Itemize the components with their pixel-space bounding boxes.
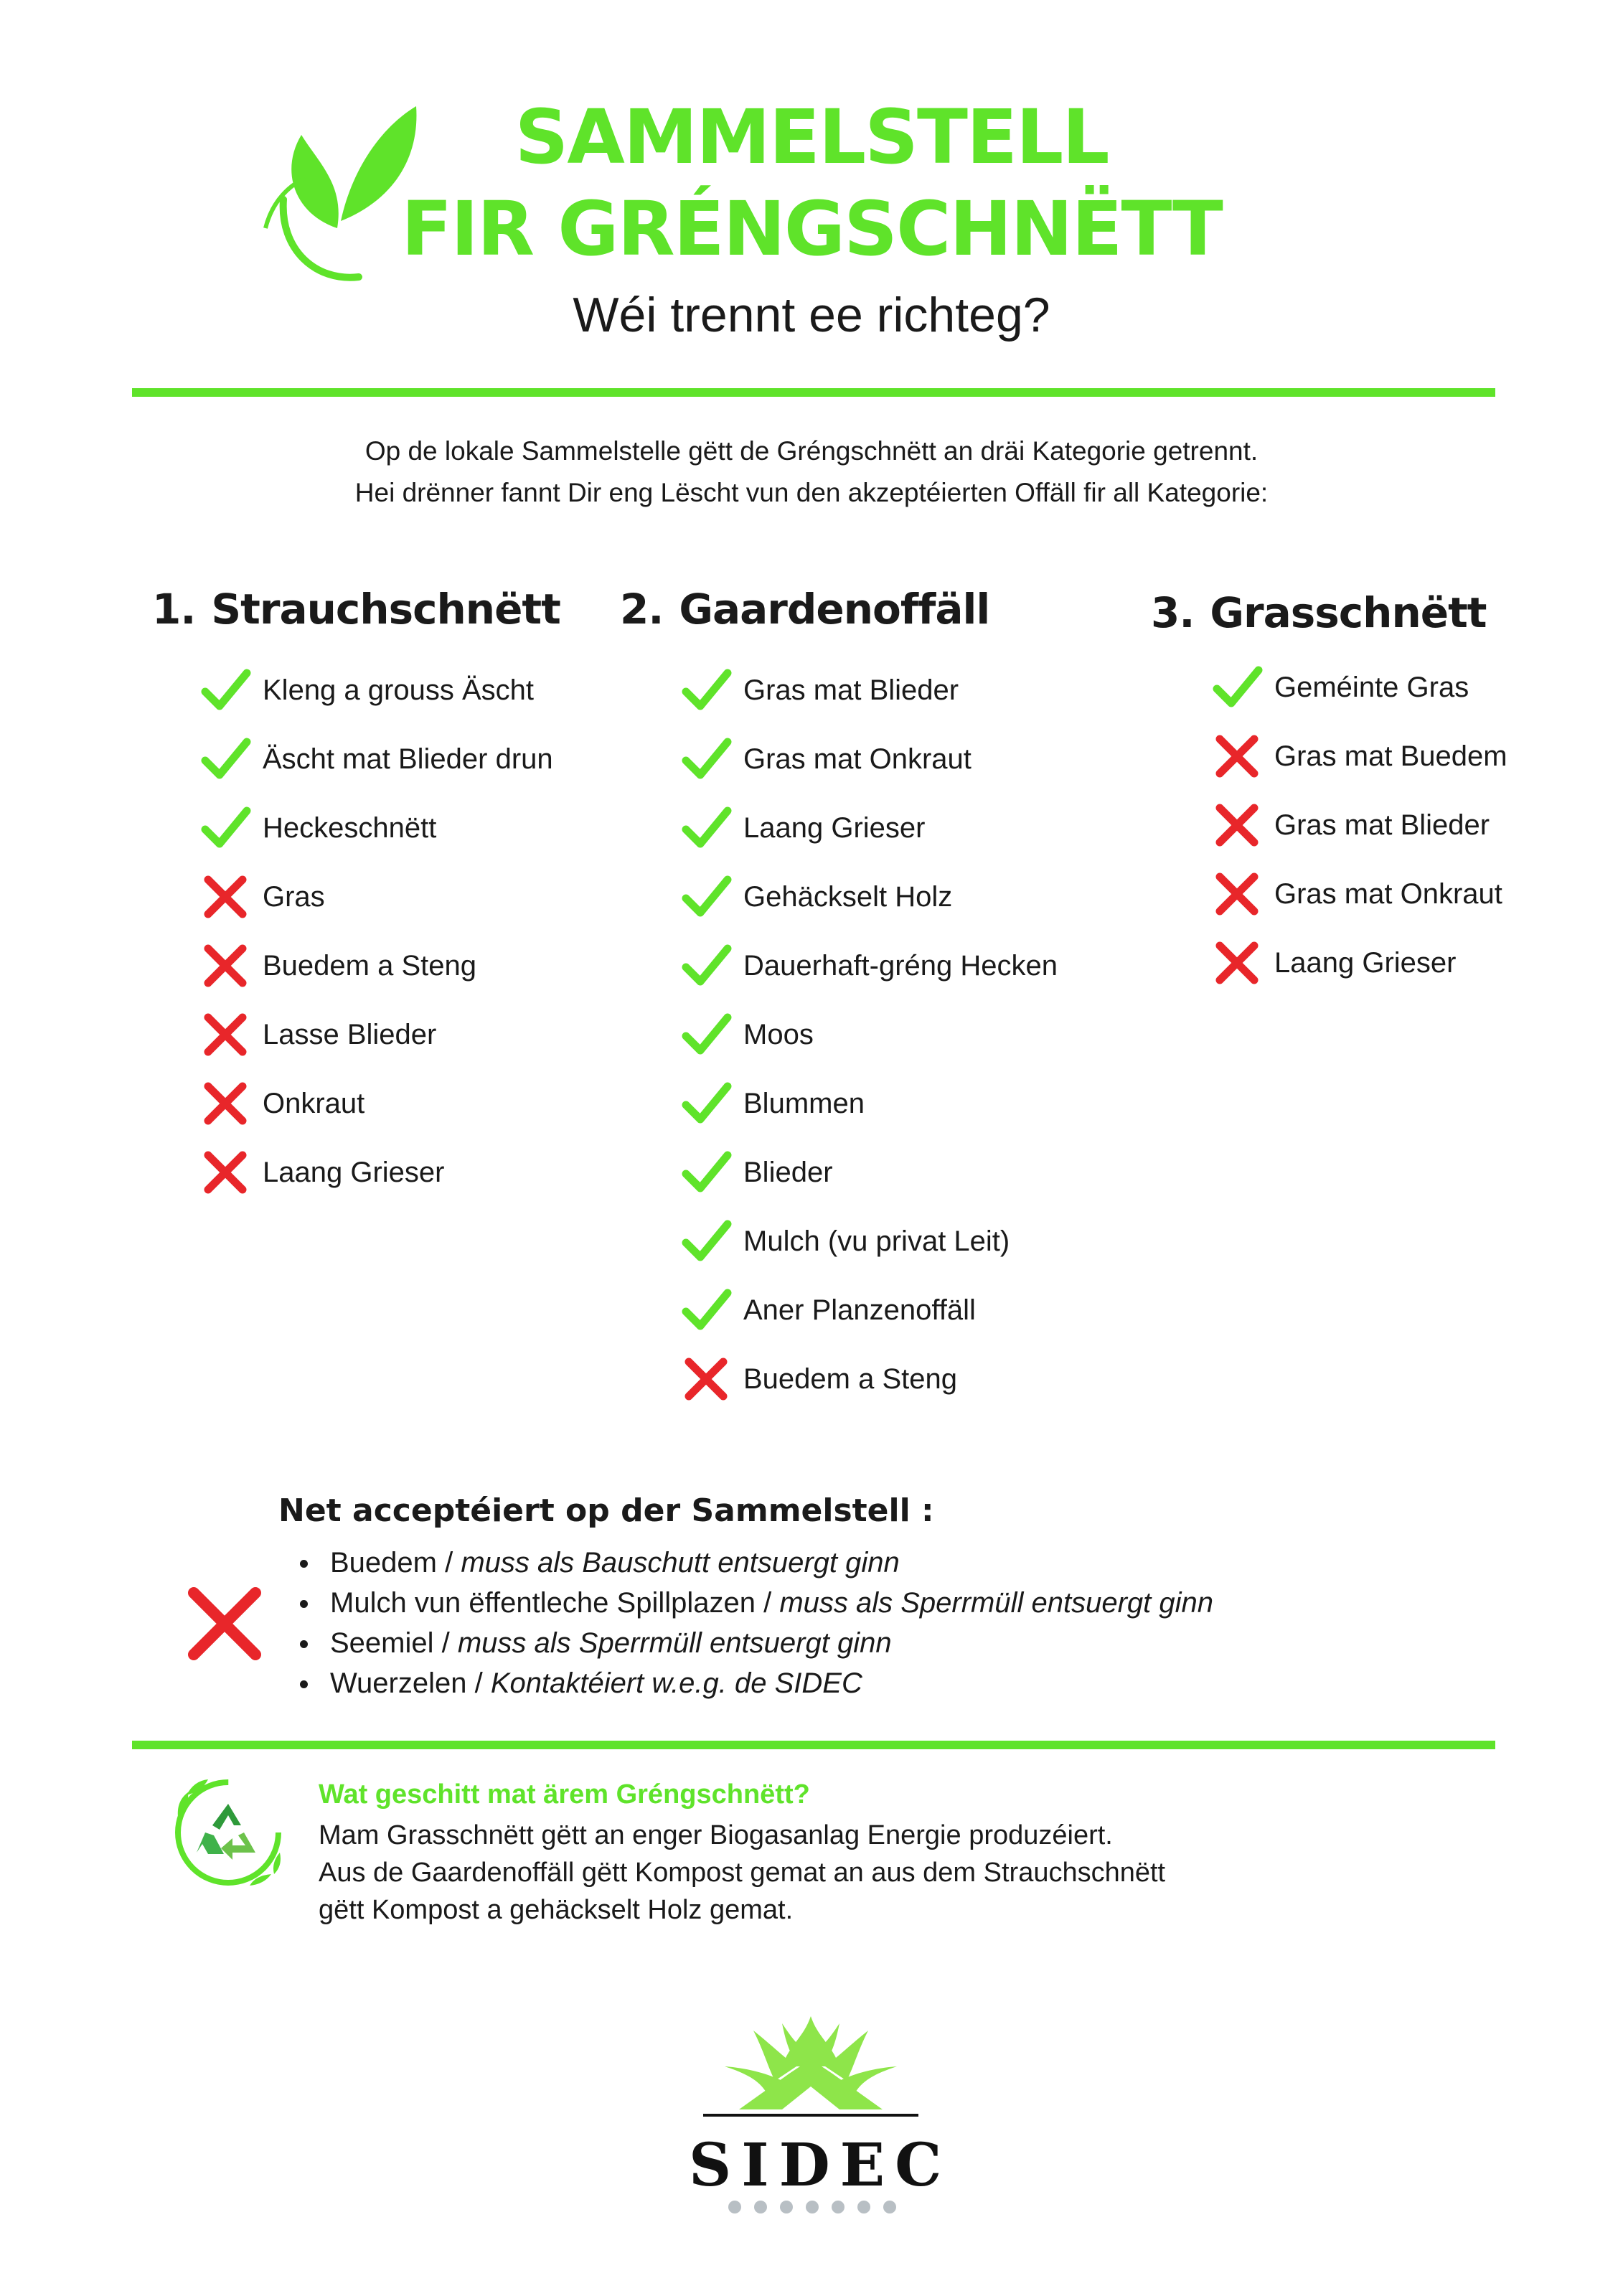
list-item (199, 868, 325, 926)
cross-icon (1211, 730, 1263, 782)
category-name: Strauchschnëtt (211, 585, 560, 634)
list-item (680, 799, 925, 857)
check-icon (680, 733, 732, 785)
item-note: muss als Sperrmüll entsuergt ginn (457, 1627, 892, 1659)
list-item (680, 1350, 957, 1408)
item-label: Gehäckselt Holz (743, 880, 953, 913)
category-heading-2 (620, 585, 989, 634)
cross-icon (199, 940, 251, 992)
list-item (680, 937, 1058, 994)
cross-icon (680, 1353, 732, 1405)
list-item (1211, 728, 1507, 785)
cross-icon (1211, 799, 1263, 851)
category-name: Gaardenoffäll (679, 585, 990, 634)
sidec-dots (726, 2198, 898, 2216)
info-title: Wat geschitt mat ärem Gréngschnëtt? (319, 1779, 810, 1810)
item-label: Gras mat Onkraut (1274, 878, 1502, 910)
intro-line2: Hei drënner fannt Dir eng Lëscht vun den akzeptéierten Offäll fir all Kategorie: (354, 478, 1269, 507)
item-label: Laang Grieser (1274, 946, 1457, 979)
list-item (680, 1144, 833, 1201)
item-label: Heckeschnëtt (263, 811, 437, 844)
cross-icon (199, 1078, 251, 1129)
list-item (680, 1281, 976, 1339)
recycle-icon (164, 1766, 293, 1896)
not-accepted-list (296, 1543, 1213, 1703)
intro-text (0, 430, 1623, 514)
list-item (199, 937, 476, 994)
list-item (199, 1144, 444, 1201)
list-item (296, 1623, 1213, 1663)
category-name: Grasschnëtt (1210, 588, 1487, 637)
item-label: Äscht mat Blieder drun (263, 743, 553, 775)
list-item (296, 1543, 1213, 1583)
check-icon (680, 1215, 732, 1267)
intro-line1: Op de lokale Sammelstelle gëtt de Gréngschnëtt an dräi Kategorie getrennt. (364, 436, 1259, 466)
list-item (296, 1663, 1213, 1703)
cross-icon (1211, 868, 1263, 920)
category-number: 1. (152, 585, 196, 634)
item-label: Buedem a Steng (263, 949, 476, 982)
check-icon (199, 733, 251, 785)
sidec-wordmark: SIDEC (689, 2131, 952, 2200)
item-label: Blieder (743, 1156, 833, 1188)
list-item (680, 730, 972, 788)
cross-icon (1211, 937, 1263, 989)
page-subtitle: Wéi trennt ee richteg? (573, 288, 1050, 342)
item-label: Dauerhaft-gréng Hecken (743, 949, 1058, 982)
category-heading-3 (1151, 588, 1487, 637)
list-item (199, 1075, 364, 1132)
item-label: Mulch (vu privat Leit) (743, 1225, 1010, 1257)
cross-icon (199, 871, 251, 923)
check-icon (199, 802, 251, 854)
bottom-divider (132, 1741, 1495, 1749)
check-icon (680, 802, 732, 854)
cross-icon (199, 1147, 251, 1198)
check-icon (199, 664, 251, 716)
list-item (199, 799, 436, 857)
category-heading-1 (152, 585, 560, 634)
list-item (199, 662, 534, 719)
check-icon (680, 1284, 732, 1336)
check-icon (1211, 662, 1263, 713)
top-divider (132, 388, 1495, 397)
list-item (1211, 934, 1456, 992)
item-label: Moos (743, 1018, 814, 1050)
not-accepted-title: Net acceptéiert op der Sammelstell : (278, 1492, 934, 1529)
list-item (199, 730, 553, 788)
info-line2: Aus de Gaardenoffäll gëtt Kompost gemat an aus dem Strauchschnëtt (319, 1858, 1166, 1888)
item-label: Buedem a Steng (743, 1363, 957, 1395)
item-label: Laang Grieser (263, 1156, 445, 1188)
item-label: Gras mat Onkraut (743, 743, 972, 775)
item-text: Seemiel / (330, 1627, 458, 1659)
list-item (1211, 659, 1469, 716)
item-label: Gras (263, 880, 325, 913)
check-icon (680, 664, 732, 716)
item-text: Mulch vun ëffentleche Spillplazen / (330, 1587, 780, 1619)
list-item (1211, 865, 1502, 923)
item-note: Kontaktéiert w.e.g. de SIDEC (490, 1667, 862, 1699)
info-line3: gëtt Kompost a gehäckselt Holz gemat. (319, 1895, 794, 1925)
page-title-line1: SAMMELSTELL (514, 93, 1109, 181)
check-icon (680, 1009, 732, 1060)
list-item (296, 1583, 1213, 1623)
list-item (680, 1006, 814, 1063)
item-label: Gras mat Buedem (1274, 740, 1507, 772)
category-number: 3. (1151, 588, 1195, 637)
info-text (319, 1817, 1165, 1929)
item-label: Geméinte Gras (1274, 671, 1469, 703)
list-item (680, 868, 952, 926)
item-label: Blummen (743, 1087, 865, 1119)
check-icon (680, 1078, 732, 1129)
list-item (199, 1006, 436, 1063)
item-label: Lasse Blieder (263, 1018, 437, 1050)
item-note: muss als Sperrmüll entsuergt ginn (779, 1587, 1214, 1619)
cross-icon (199, 1009, 251, 1060)
sidec-logo (696, 2002, 926, 2145)
item-label: Gras mat Blieder (1274, 809, 1490, 841)
item-text: Wuerzelen / (330, 1667, 491, 1699)
item-label: Aner Planzenoffäll (743, 1294, 976, 1326)
item-label: Onkraut (263, 1087, 365, 1119)
item-label: Kleng a grouss Äscht (263, 674, 534, 706)
check-icon (680, 871, 732, 923)
category-number: 2. (620, 585, 664, 634)
list-item (680, 1075, 865, 1132)
list-item (680, 662, 959, 719)
check-icon (680, 1147, 732, 1198)
info-line1: Mam Grasschnëtt gëtt an enger Biogasanlag Energie produzéiert. (319, 1820, 1113, 1850)
item-text: Buedem / (330, 1547, 461, 1578)
cross-icon (185, 1584, 264, 1663)
item-note: muss als Bauschutt entsuergt ginn (461, 1547, 900, 1578)
check-icon (680, 940, 732, 992)
item-label: Laang Grieser (743, 811, 926, 844)
item-label: Gras mat Blieder (743, 674, 959, 706)
list-item (1211, 796, 1490, 854)
page-title-line2: FIR GRÉNGSCHNËTT (401, 185, 1222, 273)
list-item (680, 1213, 1010, 1270)
